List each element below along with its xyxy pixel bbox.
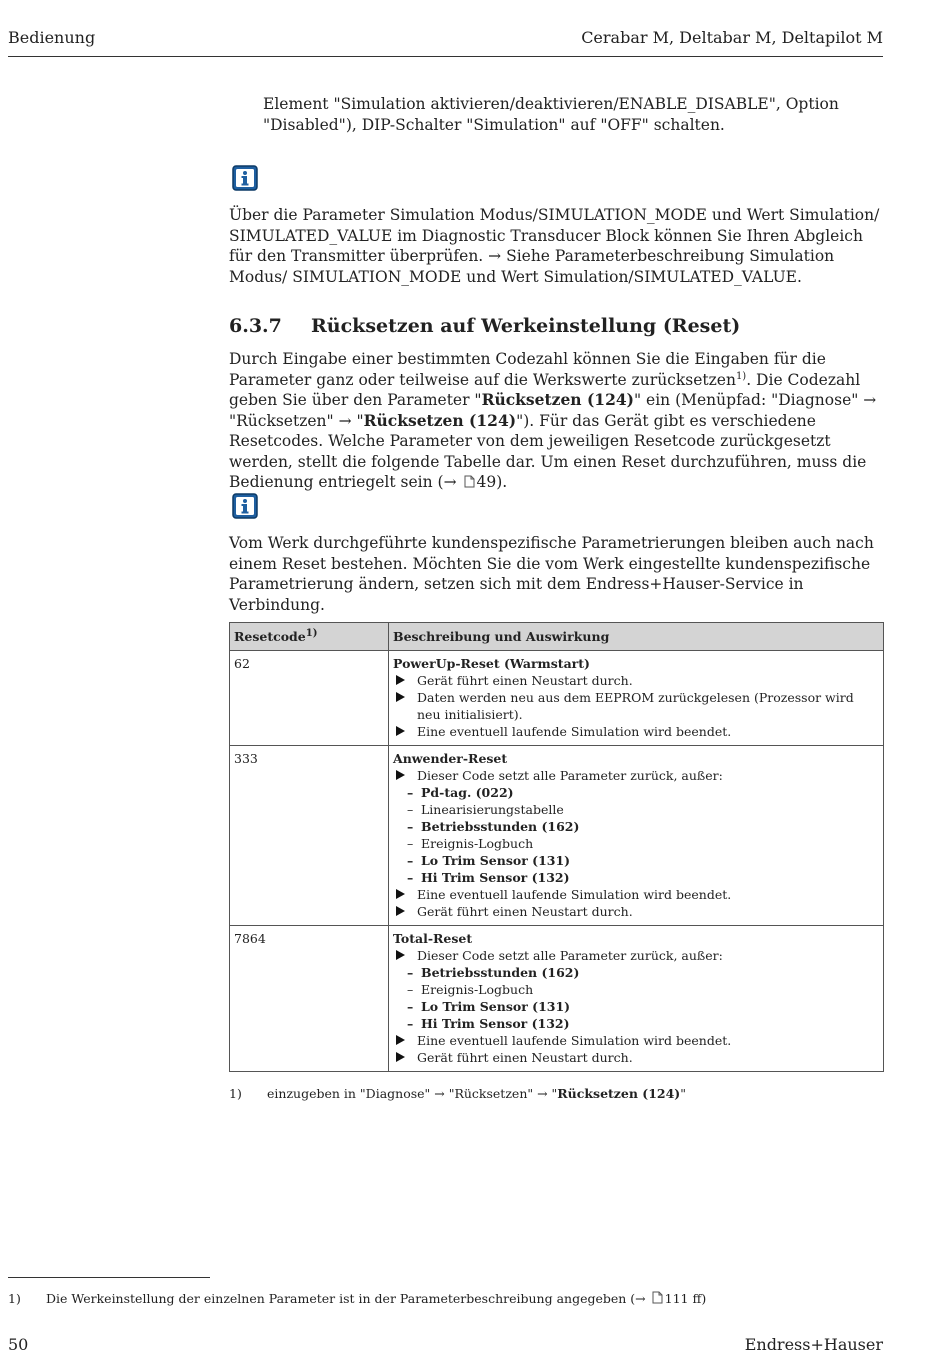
list-item: Gerät führt einen Neustart durch. (393, 903, 879, 920)
column-header-description: Beschreibung und Auswirkung (389, 623, 884, 651)
reset-code-cell: 7864 (230, 926, 389, 1072)
table-row (230, 746, 884, 926)
reset-code-table (229, 622, 884, 1072)
description-cell (389, 746, 884, 926)
list-item: Eine eventuell laufende Simulation wird beendet. (393, 886, 879, 903)
reset-title: Total-Reset (393, 931, 473, 946)
list-item: Gerät führt einen Neustart durch. (393, 672, 879, 689)
page-ref-link[interactable]: 49 (476, 473, 497, 491)
sub-list-item: – Lo Trim Sensor (131) (393, 852, 879, 869)
sub-list-item: – Betriebsstunden (162) (393, 818, 879, 835)
table-header-row (230, 623, 884, 651)
table-row (230, 651, 884, 746)
info-icon (232, 165, 258, 191)
section-title: Rücksetzen auf Werkeinstellung (Reset) (311, 315, 741, 337)
table-row (230, 926, 884, 1072)
info-paragraph-service: Vom Werk durchgeführte kundenspezifische Parametrierungen bleiben auch nach einem Reset bestehen. Möchten Sie die vom Werk eingestellte kundenspezifische Parametrierung ändern, setzen sich mit dem Endress+Hauser-Service in Verbindung. (229, 534, 874, 614)
sub-list-item: – Lo Trim Sensor (131) (393, 998, 879, 1015)
page-ref-link[interactable]: 111 ff (664, 1291, 702, 1306)
reset-code-cell: 62 (230, 651, 389, 746)
list-item: Gerät führt einen Neustart durch. (393, 1049, 879, 1066)
page-icon (652, 1291, 663, 1307)
sub-list-item: – Hi Trim Sensor (132) (393, 869, 879, 886)
page-footnote: 1) Die Werkeinstellung der einzelnen Parameter ist in der Parameterbeschreibung angegeben (→ 111 ff) (8, 1291, 707, 1306)
reset-title: PowerUp-Reset (Warmstart) (393, 656, 590, 671)
sub-list-item: – Betriebsstunden (162) (393, 964, 879, 981)
sub-list-item: – Ereignis-Logbuch (393, 981, 879, 998)
list-item: Dieser Code setzt alle Parameter zurück, außer: (393, 767, 879, 784)
info-paragraph-simulation: Über die Parameter Simulation Modus/SIMULATION_MODE und Wert Simulation/ SIMULATED_VALUE im Diagnostic Transducer Block können Sie Ihren Abgleich für den Transmitter überprüfen. → Siehe Parameterbeschreibung Simulation Modus/ SIMULATION_MODE und Wert Simulation/SIMULATED_VALUE. (229, 206, 880, 286)
reset-code-cell: 333 (230, 746, 389, 926)
section-heading (229, 315, 740, 337)
column-header-resetcode: Resetcode$^{1)}$ (230, 623, 389, 651)
table-footnote: 1) einzugeben in "Diagnose" → "Rücksetzen" → "Rücksetzen (124)" (229, 1086, 686, 1101)
footnote-rule (8, 1277, 210, 1278)
sub-list-item: – Hi Trim Sensor (132) (393, 1015, 879, 1032)
list-item: Daten werden neu aus dem EEPROM zurückgelesen (Prozessor wird neu initialisiert). (393, 689, 879, 723)
description-cell (389, 926, 884, 1072)
sub-list-item: – Ereignis-Logbuch (393, 835, 879, 852)
footnote-ref[interactable]: 1) (735, 370, 747, 382)
company-name: Endress+Hauser (744, 1335, 883, 1354)
list-item: Eine eventuell laufende Simulation wird beendet. (393, 723, 879, 740)
header-left: Bedienung (8, 28, 96, 47)
intro-text: Element "Simulation aktivieren/deaktivieren/ENABLE_DISABLE", Option "Disabled"), DIP-Schalter "Simulation" auf "OFF" schalten. (263, 95, 839, 134)
reset-paragraph: Durch Eingabe einer bestimmten Codezahl können Sie die Eingaben für die Parameter ganz oder teilweise auf die Werkswerte zurücksetzen$^{1)}$. Die Codezahl geben Sie über den Parameter "Rücksetzen (124)" ein (Menüpfad: "Diagnose" → "Rücksetzen" → "Rücksetzen (124)"). Für das Gerät gibt es verschiedene Resetcodes. Welche Parameter von dem jeweiligen Resetcode zurückgesetzt werden, stellt die folgende Tabelle dar. Um einen Reset durchzuführen, muss die Bedienung entriegelt sein (→ 49). (229, 349, 884, 494)
description-cell (389, 651, 884, 746)
header-right: Cerabar M, Deltabar M, Deltapilot M (581, 28, 883, 47)
list-item: Dieser Code setzt alle Parameter zurück, außer: (393, 947, 879, 964)
header-rule (8, 56, 883, 57)
sub-list-item: – Linearisierungstabelle (393, 801, 879, 818)
info-icon (232, 493, 258, 519)
section-number: 6.3.7 (229, 315, 282, 337)
reset-title: Anwender-Reset (393, 751, 508, 766)
list-item: Eine eventuell laufende Simulation wird beendet. (393, 1032, 879, 1049)
page-number: 50 (8, 1335, 29, 1354)
page-icon (464, 473, 475, 494)
sub-list-item: – Pd-tag. (022) (393, 784, 879, 801)
